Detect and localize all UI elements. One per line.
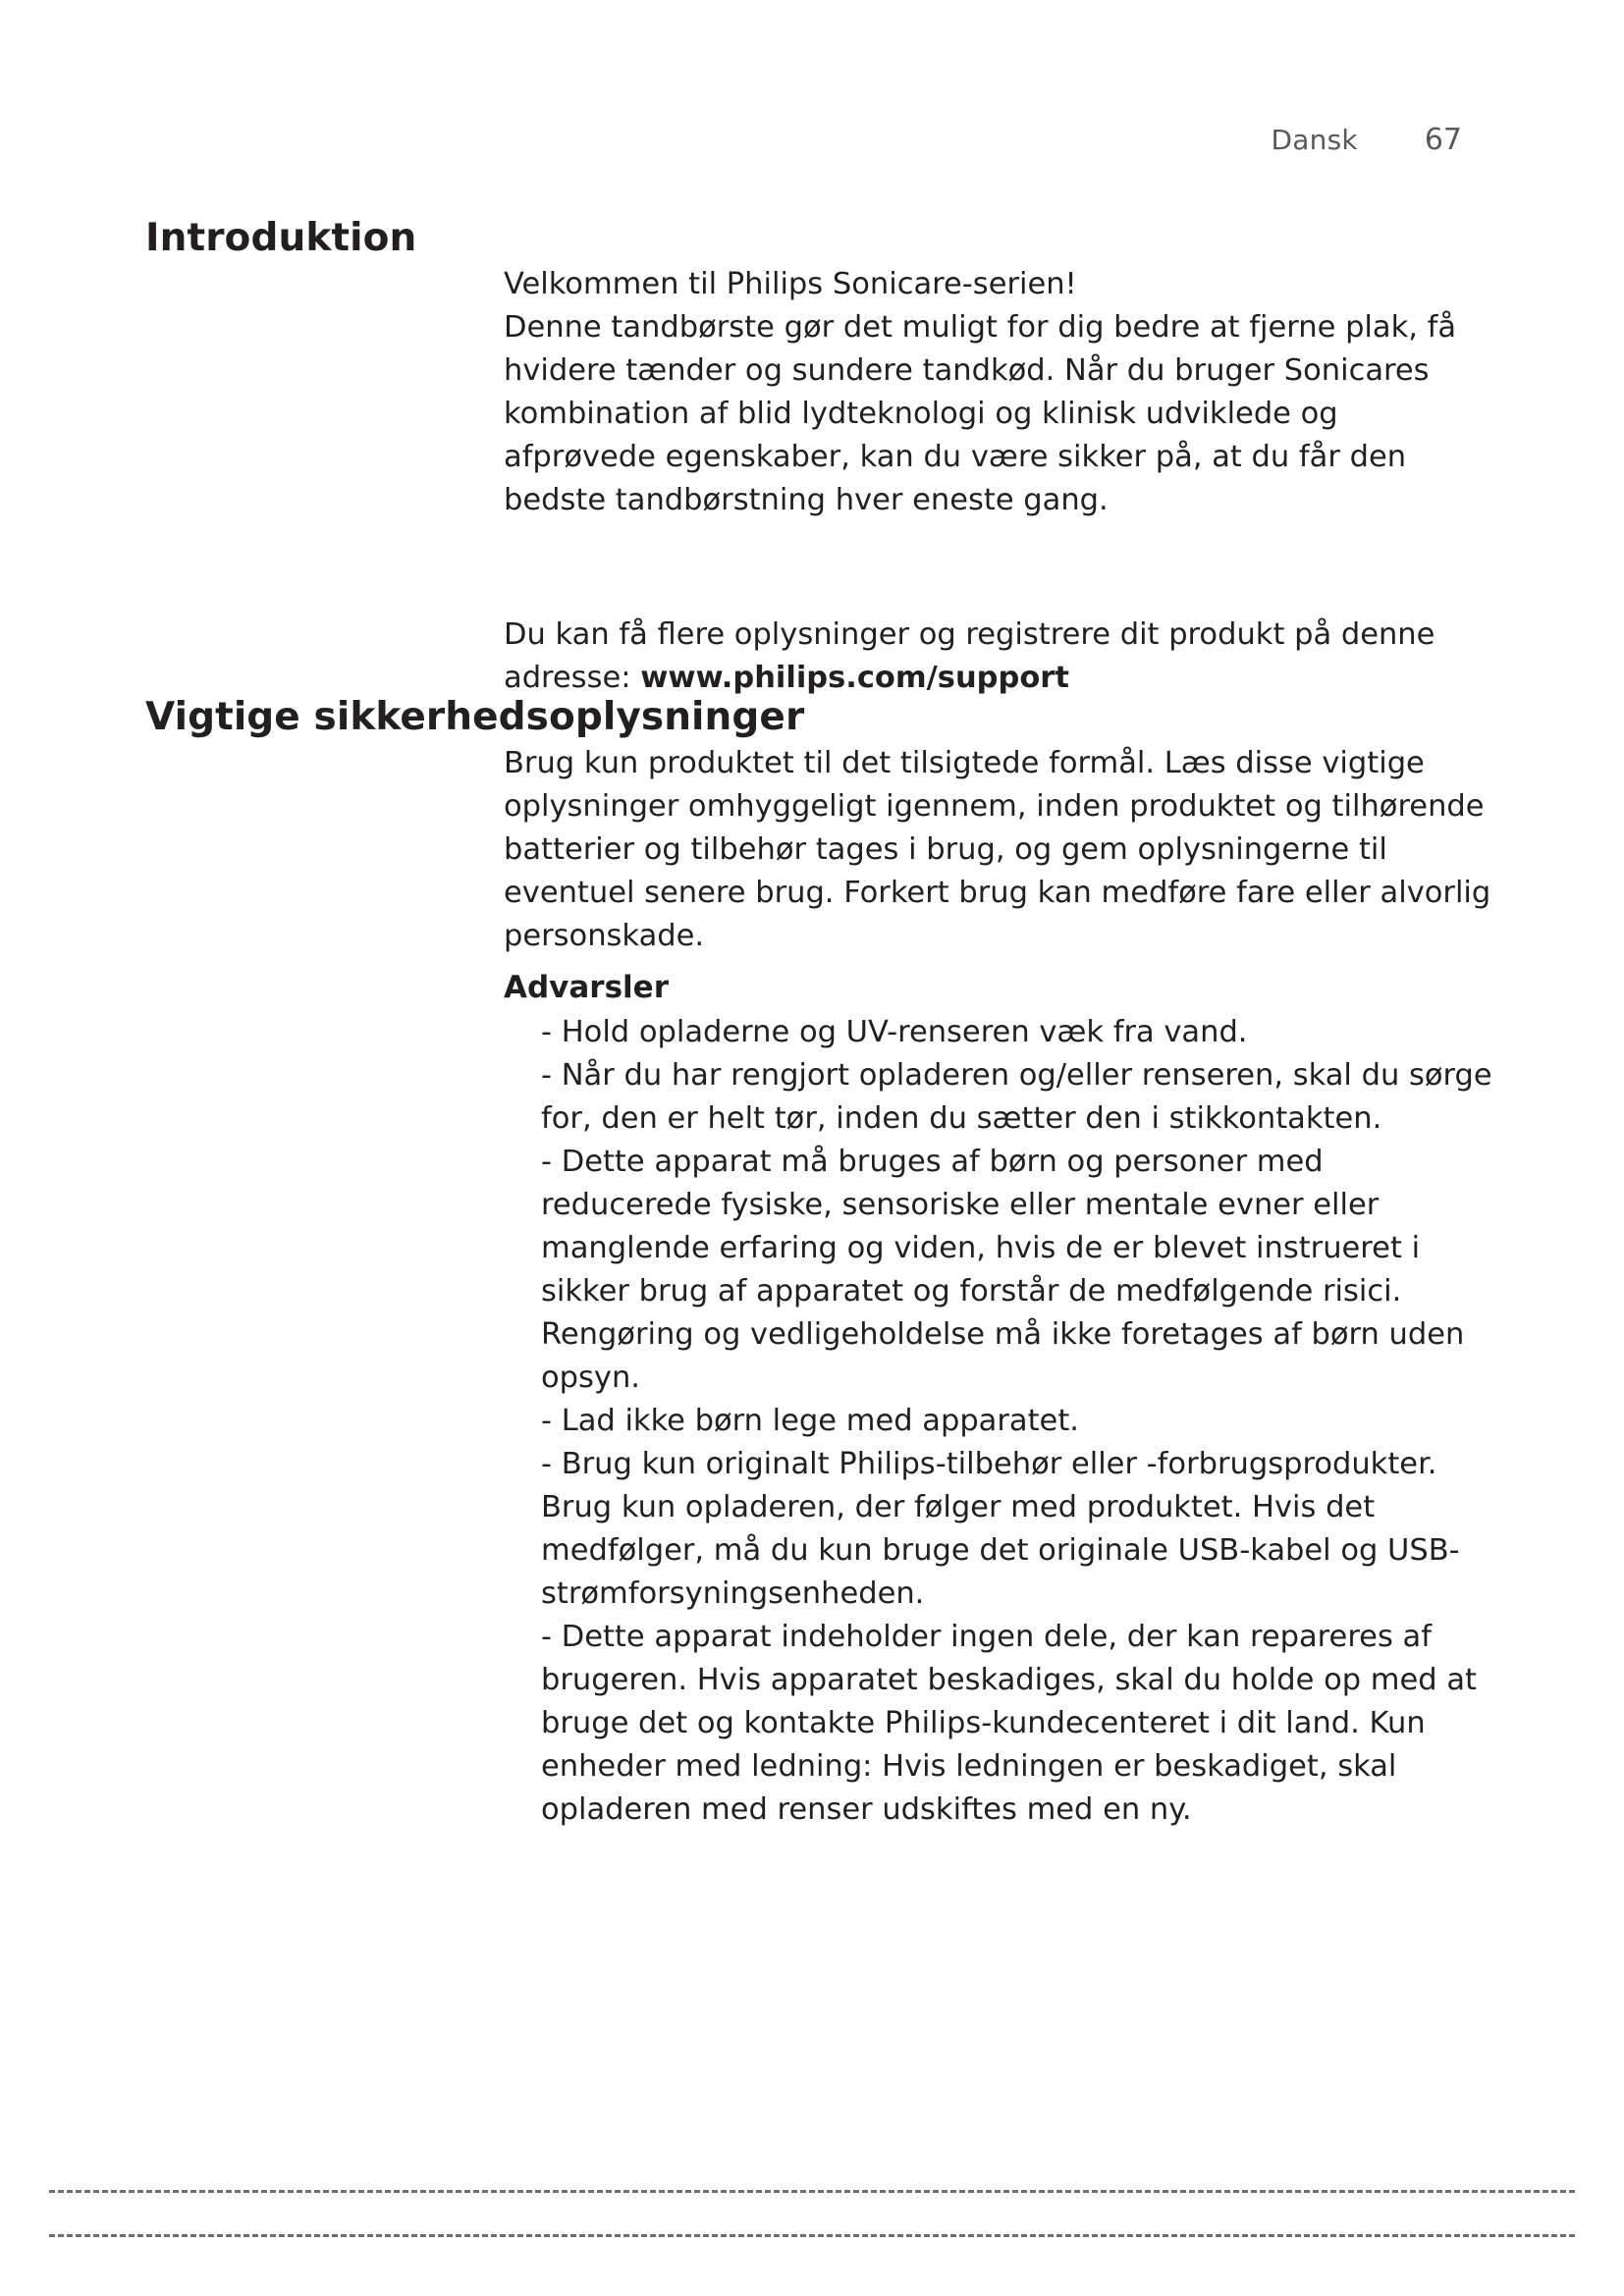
list-item-text: Når du har rengjort opladeren og/eller renseren, skal du sørge for, den er helt tør, inden du sætter den i stikkontakten.: [541, 1058, 1492, 1136]
list-item: [504, 1011, 1495, 1054]
list-item: [504, 1616, 1495, 1832]
list-item-text: Dette apparat må bruges af børn og personer med reducerede fysiske, sensoriske eller mentale evner eller manglende erfaring og viden, hvis de er blevet instrueret i sikker brug af apparatet og forstår de medfølgende risici. Rengøring og vedligeholdelse må ikke foretages af børn uden opsyn.: [541, 1145, 1465, 1395]
cut-line-bottom: [49, 2234, 1575, 2237]
list-item: [504, 1141, 1495, 1400]
list-dash: -: [541, 1145, 553, 1179]
safety-paragraph-1: Brug kun produktet til det tilsigtede formål. Læs disse vigtige oplysninger omhyggeligt igennem, inden produktet og tilhørende batterier og tilbehør tages i brug, og gem oplysningerne til eventuel senere brug. Forkert brug kan medføre fare eller alvorlig personskade.: [504, 746, 1491, 953]
list-item-text: Lad ikke børn lege med apparatet.: [561, 1404, 1079, 1438]
list-dash: -: [541, 1404, 553, 1438]
philips-support-url[interactable]: www.philips.com/support: [640, 661, 1069, 695]
list-item: [504, 1443, 1495, 1616]
header-page-number: 67: [1424, 123, 1462, 157]
list-item: [504, 1400, 1495, 1443]
safety-body: [504, 742, 1495, 1832]
introduction-body: [504, 263, 1495, 522]
section-title-safety: Vigtige sikkerhedsoplysninger: [145, 695, 805, 739]
list-item-text: Brug kun originalt Philips-tilbehør eller -forbrugsprodukter. Brug kun opladeren, der følger med produktet. Hvis det medfølger, må du kun bruge det originale USB-kabel og USB-strømforsyningsenheden.: [541, 1447, 1460, 1611]
section-title-introduction: Introduktion: [145, 216, 417, 260]
list-item: [504, 1054, 1495, 1141]
warnings-list: [504, 1011, 1495, 1832]
list-dash: -: [541, 1447, 553, 1481]
list-dash: -: [541, 1620, 553, 1654]
list-dash: -: [541, 1058, 553, 1093]
list-item-text: Dette apparat indeholder ingen dele, der kan repareres af brugeren. Hvis apparatet beskadiges, skal du holde op med at bruge det og kontakte Philips-kundecenteret i dit land. Kun enheder med ledning: Hvis ledningen er beskadiget, skal opladeren med renser udskiftes med en ny.: [541, 1620, 1477, 1827]
introduction-body-2: [504, 614, 1495, 700]
page-header: [1272, 123, 1462, 157]
header-language: Dansk: [1271, 124, 1358, 156]
introduction-paragraph-1: Velkommen til Philips Sonicare-serien!: [504, 267, 1077, 301]
introduction-paragraph-3-lead: Du kan få flere oplysninger og registrere dit produkt på denne adresse:: [504, 617, 1435, 695]
warnings-heading: Advarsler: [504, 970, 669, 1005]
list-item-text: Hold opladerne og UV-renseren væk fra vand.: [561, 1015, 1248, 1049]
introduction-paragraph-2: Denne tandbørste gør det muligt for dig bedre at fjerne plak, få hvidere tænder og sundere tandkød. Når du bruger Sonicares kombination af blid lydteknologi og klinisk udviklede og afprøvede egenskaber, kan du være sikker på, at du får den bedste tandbørstning hver eneste gang.: [504, 310, 1457, 517]
introduction-paragraph-3: [504, 614, 1495, 700]
cut-line-top: [49, 2190, 1575, 2193]
list-dash: -: [541, 1015, 553, 1049]
